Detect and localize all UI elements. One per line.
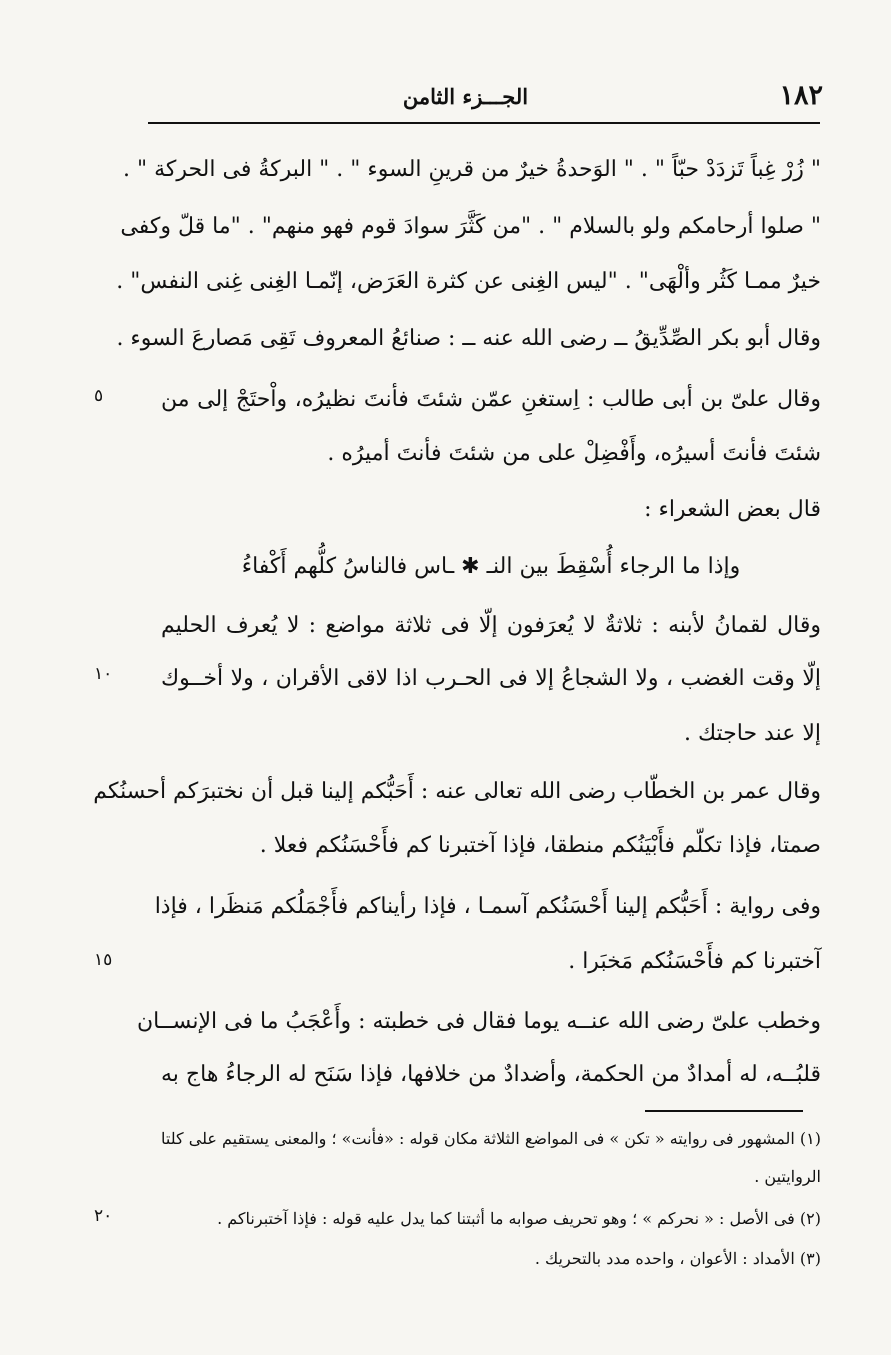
margin-line-number: ٥	[94, 386, 104, 406]
footnote-rule	[645, 1110, 803, 1112]
footnote: (٢) فى الأصل : « نحركم » ؛ وهو تحريف صوابه ما أثبتنا كما يدل عليه قوله : فإذا آختبرناكم .	[217, 1209, 821, 1228]
header-rule	[148, 122, 820, 124]
margin-line-number: ١٥	[94, 950, 113, 970]
body-line: وقال أبو بكر الصِّدِّيقُ ــ رضى الله عنه ــ : صنائعُ المعروف تَقِى مَصارعَ السوء .	[116, 326, 821, 351]
footnote-continuation: الروايتين .	[754, 1167, 821, 1186]
poem-verse: وإذا ما الرجاء أُسْقِطَ بين النـ ✱ ـاس فالناسُ كلُّهم أَكْفاءُ	[241, 554, 741, 579]
footnote: (٣) الأمداد : الأعوان ، واحده مدد بالتحريك .	[534, 1249, 821, 1268]
body-line: قلبُــه، له أمدادٌ من الحكمة، وأضدادٌ من خلافها، فإذا سَنَح له الرجاءُ هاج به	[161, 1062, 821, 1087]
body-line: قال بعض الشعراء :	[644, 497, 821, 522]
margin-line-number: ١٠	[94, 664, 113, 684]
body-line: شئتَ فأنتَ أسيرُه، وأَفْضِلْ على من شئتَ فأنتَ أميرُه .	[327, 441, 821, 466]
body-line: إلا عند حاجتك .	[683, 721, 821, 746]
body-line: وقال لقمانُ لأبنه : ثلاثةٌ لا يُعرَفون إلّا فى ثلاثة مواضع : لا يُعرف الحليم	[161, 613, 821, 638]
body-line: " صلوا أرحامكم ولو بالسلام " . "من كَثَّرَ سوادَ قوم فهو منهم" . "ما قلّ وكفى	[120, 214, 821, 239]
body-line: وخطب علىّ رضى الله عنــه يوما فقال فى خطبته : وأَعْجَبُ ما فى الإنســان	[137, 1009, 821, 1034]
page-number: ١٨٢	[779, 80, 823, 111]
footnote: (١) المشهور فى روايته « تكن » فى المواضع الثلاثة مكان قوله : «فأنت» ؛ والمعنى يستقيم على كلتا	[161, 1129, 821, 1148]
running-header-title: الجـــزء الثامن	[402, 84, 529, 109]
body-line: آختبرنا كم فأَحْسَنُكم مَخبَرا .	[568, 949, 821, 974]
body-line: وقال عمر بن الخطّاب رضى الله تعالى عنه : أَحَبُّكم إلينا قبل أن نختبرَكم أحسنُكم	[93, 779, 821, 804]
body-line: " زُرْ غِباً تَزدَدْ حبّاً " . " الوَحدةُ خيرٌ من قرينِ السوء " . " البركةُ فى الحركة " .	[122, 157, 821, 182]
body-line: وقال علىّ بن أبى طالب : اِستغنِ عمّن شئتَ فأنتَ نظيرُه، واْحتَجْ إلى من	[161, 387, 821, 412]
body-line: وفى رواية : أَحَبُّكم إلينا أَحْسَنُكم آسمـا ، فإذا رأيناكم فأَجْمَلُكم مَنظَرا ، فإذا	[154, 894, 821, 919]
body-line: خيرٌ ممـا كَثُر وألْهَى" . "ليس الغِنى عن كثرة العَرَض، إنّمـا الغِنى غِنى النفس" .	[116, 269, 821, 294]
body-line: إلّا وقت الغضب ، ولا الشجاعُ إلا فى الحـرب اذا لاقى الأقران ، ولا أخــوك	[161, 666, 821, 691]
body-line: صمتا، فإذا تكلّم فأَبْيَنُكم منطقا، فإذا آختبرنا كم فأَحْسَنُكم فعلا .	[259, 833, 821, 858]
margin-line-number: ٢٠	[94, 1206, 113, 1226]
